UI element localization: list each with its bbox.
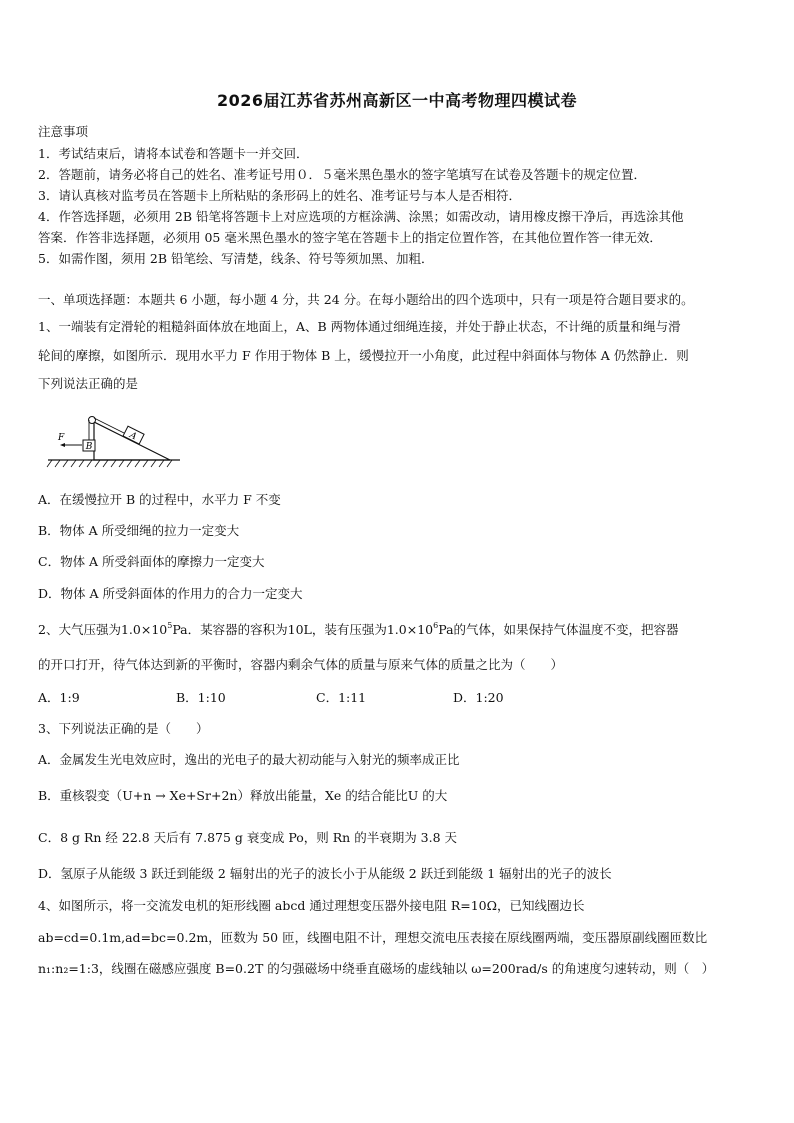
q2-p0: $1.0\times 10^5Pa$ [120,621,188,637]
q3-option-b: B．重核裂变（U+n → Xe+Sr+2n）释放出能量，Xe 的结合能比U 的大 [38,788,448,803]
q1-stem-line: 轮间的摩擦，如图所示．现用水平力 F 作用于物体 B 上，缓慢拉开一小角度，此过程中斜面体与物体 A 仍然静止．则 [38,348,689,363]
q2-stem-line1 [38,620,679,638]
q1-option-b: B．物体 A 所受细绳的拉力一定变大 [38,523,240,538]
q2-option-b: B．1:10 [176,690,226,705]
q2-text: 的气体，如果保持气体温度不变，把容器 [453,622,679,637]
q1-stem-line: 下列说法正确的是 [38,376,139,391]
q3-option-a: A．金属发生光电效应时，逸出的光电子的最大初动能与入射光的频率成正比 [38,752,460,767]
q1-option-a: A．在缓慢拉开 B 的过程中，水平力 F 不变 [38,492,281,507]
q3-option-d: D．氢原子从能级 3 跃迁到能级 2 辐射出的光子的波长小于从能级 2 跃迁到能级 1 辐射出的光子的波长 [38,866,612,881]
q2-option-a: A．1:9 [38,690,80,705]
note-item: 3．请认真核对监考员在答题卡上所粘贴的条形码上的姓名、准考证号与本人是否相符． [38,188,521,203]
q2-stem-line2: 的开口打开，待气体达到新的平衡时，容器内剩余气体的质量与原来气体的质量之比为（ ） [38,657,564,672]
note-item: 答案．作答非选择题，必须用 05 毫米黑色墨水的签字笔在答题卡上的指定位置作答，在其他位置作答一律无效． [38,230,662,245]
label-f: F [58,433,65,443]
q4-stem-line: n₁:n₂=1:3，线圈在磁感应强度 B=0.2T 的匀强磁场中绕垂直磁场的虚线轴以 ω=200rad/s 的角速度匀速转动，则（ ） [38,961,715,976]
note-item: 4．作答选择题，必须用 2B 铅笔将答题卡上对应选项的方框涂满、涂黑；如需改动，请用橡皮擦干净后，再选涂其他 [38,209,684,224]
section-heading: 一、单项选择题：本题共 6 小题，每小题 4 分，共 24 分。在每小题给出的四个选项中，只有一项是符合题目要求的。 [38,292,694,307]
q1-option-c: C．物体 A 所受斜面体的摩擦力一定变大 [38,554,265,569]
q2-text: 2、大气压强为 [38,622,121,637]
incline-pulley-figure [44,402,184,472]
notes-heading: 注意事项 [38,124,89,139]
q3-stem: 3、下列说法正确的是（ ） [38,721,209,736]
q4-stem-line: ab=cd=0.1m,ad=bc=0.2m，匝数为 50 匝，线圈电阻不计，理想交流电压表接在原线圈两端，变压器原副线圈匝数比 [38,930,708,945]
q3-option-c: C．8 g Rn 经 22.8 天后有 7.875 g 衰变成 Po，则 Rn 的半衰期为 3.8 天 [38,830,458,845]
q2-text: ．某容器的容积为10L，装有压强为 [187,622,387,637]
note-item: 1．考试结束后，请将本试卷和答题卡一并交回． [38,146,309,161]
q1-option-d: D．物体 A 所受斜面体的作用力的合力一定变大 [38,586,303,601]
label-b: B [85,442,93,452]
q2-p1: $1.0\times 10^6Pa$ [386,621,454,637]
fission-equation: U+n → Xe+Sr+2n [122,788,238,803]
page-title: 2026届江苏省苏州高新区一中高考物理四模试卷 [216,91,578,110]
note-item: 5．如需作图，须用 2B 铅笔绘、写清楚，线条、符号等须加黑、加粗． [38,251,434,266]
q2-option-d: D．1:20 [453,690,504,705]
label-a: A [127,430,139,443]
q4-stem-line: 4、如图所示，将一交流发电机的矩形线圈 abcd 通过理想变压器外接电阻 R=10Ω，已知线圈边长 [38,898,585,913]
q1-stem-line: 1、一端装有定滑轮的粗糙斜面体放在地面上，A、B 两物体通过细绳连接，并处于静止状态，不计绳的质量和绳与滑 [38,319,681,334]
q2-option-c: C．1:11 [316,690,367,705]
note-item: 2．答题前，请务必将自己的姓名、准考证号用０．５毫米黑色墨水的签字笔填写在试卷及答题卡的规定位置． [38,167,646,182]
